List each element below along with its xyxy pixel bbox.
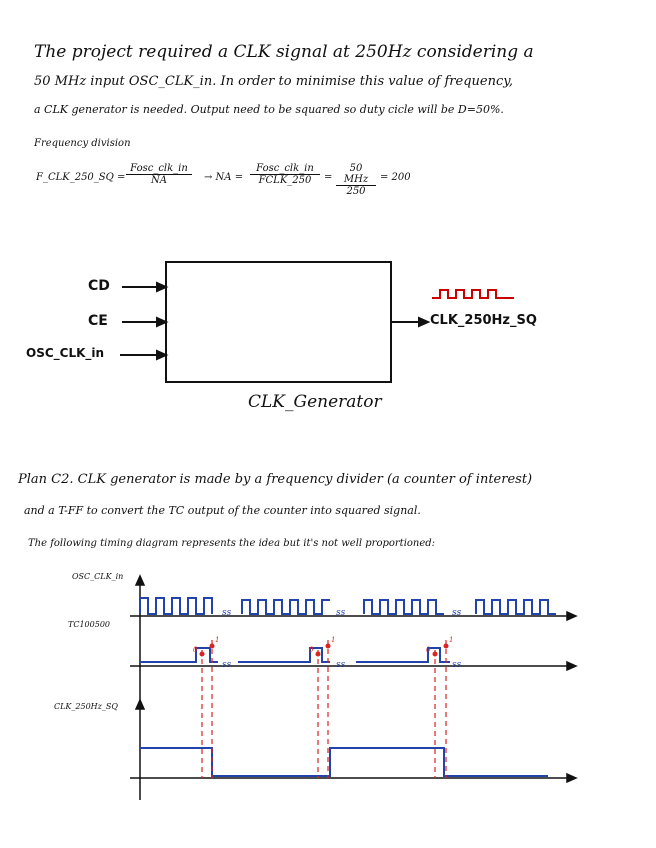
input-osc-label: OSC_CLK_in xyxy=(26,346,105,360)
edge-mark: 0 xyxy=(193,646,198,654)
formula-frac2-num: Fosc_clk_in xyxy=(250,163,320,175)
cd-arrowhead xyxy=(157,283,166,291)
break-mark: ss xyxy=(222,660,232,670)
block-name: CLK_Generator xyxy=(248,392,382,412)
formula-arrow: → NA = xyxy=(204,172,244,183)
osc-waveform xyxy=(140,598,556,614)
input-cd-label: CD xyxy=(88,278,110,294)
plan-line-2: and a T-FF to convert the TC output of the counter into squared signal. xyxy=(24,504,421,517)
formula-lhs: F_CLK_250_SQ = xyxy=(36,172,126,183)
timing-label-clk: CLK_250Hz_SQ xyxy=(54,702,118,711)
edge-mark: 1 xyxy=(449,636,454,644)
timing-label-tc: TC100500 xyxy=(68,620,110,629)
osc-axis-arrow xyxy=(567,612,576,620)
edge-mark: 1 xyxy=(331,636,336,644)
intro-line-3: a CLK generator is needed. Output need to be squared so duty cicle will be D=50%. xyxy=(34,103,504,116)
clk-generator-box xyxy=(166,262,391,382)
output-label: CLK_250Hz_SQ xyxy=(430,313,537,328)
clk-waveform xyxy=(140,748,548,776)
tc-waveform xyxy=(140,648,450,662)
ce-arrowhead xyxy=(157,318,166,326)
timing-y-arrowhead-clk xyxy=(136,700,144,709)
output-arrowhead xyxy=(419,318,428,326)
plan-line-3: The following timing diagram represents the idea but it's not well proportioned: xyxy=(28,538,436,549)
edge-mark: 0 xyxy=(309,646,314,654)
tc-axis-arrow xyxy=(567,662,576,670)
break-mark: ss xyxy=(336,660,346,670)
formula-frac3-den: 250 xyxy=(346,186,366,197)
output-waveform-symbol xyxy=(432,290,514,298)
edge-dots xyxy=(200,644,449,657)
clk-axis-arrow xyxy=(567,774,576,782)
edge-mark: 1 xyxy=(215,636,220,644)
plan-line-1: Plan C2. CLK generator is made by a frequency divider (a counter of interest) xyxy=(18,472,533,487)
edge-mark: 0 xyxy=(426,646,431,654)
timing-label-osc: OSC_CLK_in xyxy=(72,572,124,581)
break-mark: ss xyxy=(336,608,346,618)
formula-eq: = xyxy=(324,172,333,183)
intro-line-1: The project required a CLK signal at 250Hz considering a xyxy=(34,42,534,62)
formula-frac2-den: FCLK_250 xyxy=(258,175,312,186)
timing-y-arrowhead-top xyxy=(136,576,144,585)
formula-frac3-num: 50 MHz xyxy=(336,163,376,186)
break-mark: ss xyxy=(222,608,232,618)
formula-frac1-den: NA xyxy=(151,175,167,186)
intro-line-2: 50 MHz input OSC_CLK_in. In order to minimise this value of frequency, xyxy=(34,74,513,89)
osc-arrowhead xyxy=(157,351,166,359)
edge-guides xyxy=(202,640,446,778)
intro-line-4: Frequency division xyxy=(34,138,131,149)
formula-result: = 200 xyxy=(380,172,411,183)
break-mark: ss xyxy=(452,608,462,618)
input-ce-label: CE xyxy=(88,313,108,329)
formula-frac1-num: Fosc_clk_in xyxy=(126,163,192,175)
break-mark: ss xyxy=(452,660,462,670)
